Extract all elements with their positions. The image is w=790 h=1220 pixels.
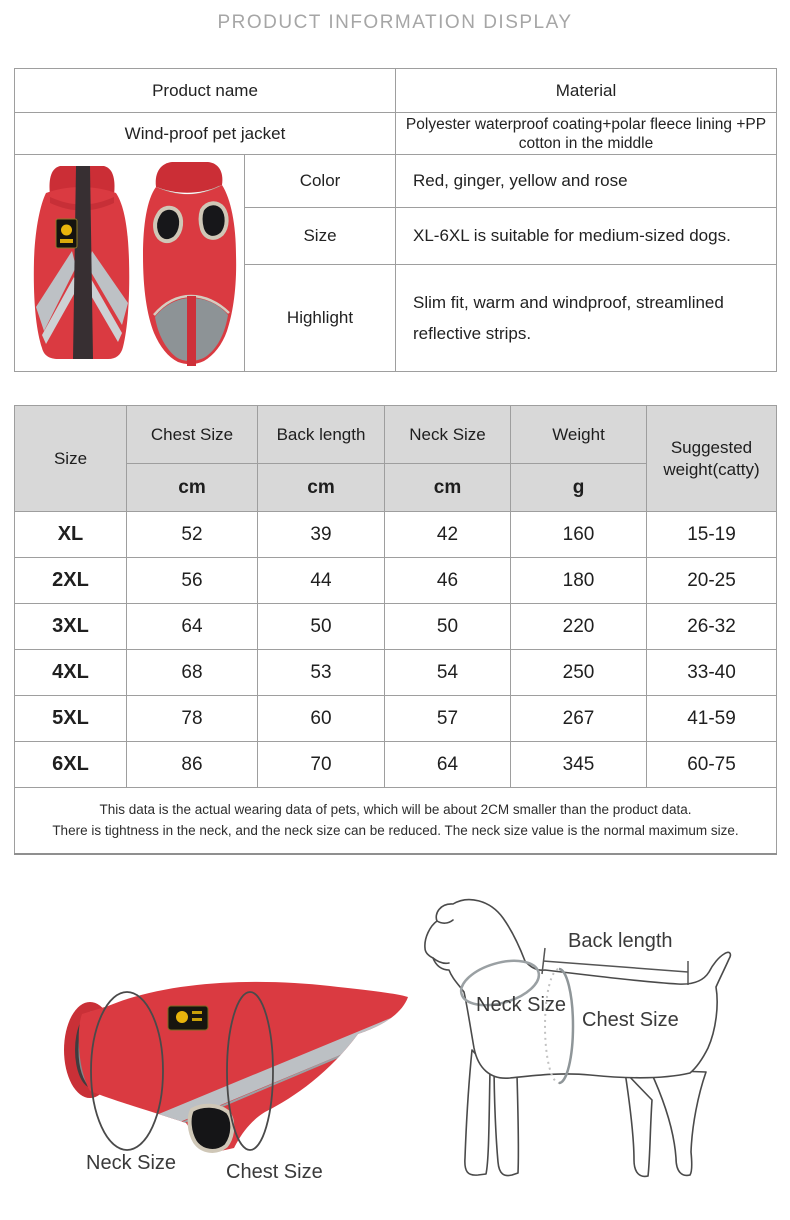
table-row: 5XL 78 60 57 267 41-59 [15, 696, 777, 742]
color-label: Color [245, 155, 396, 208]
pet-jacket-photo [16, 155, 244, 366]
back-length-label: Back length [568, 930, 673, 952]
unit-neck: cm [385, 464, 511, 512]
col-header-suggested: Suggested weight(catty) [647, 406, 777, 512]
size-label: Size [245, 207, 396, 264]
dog-hind-leg [650, 1070, 706, 1175]
material-header: Material [396, 69, 777, 113]
jacket-chest-size-label: Chest Size [226, 1161, 323, 1183]
col-header-weight: Weight [511, 406, 647, 464]
size-chart-table [14, 405, 777, 855]
table-row: XL 52 39 42 160 15-19 [15, 512, 777, 558]
size-value: XL-6XL is suitable for medium-sized dogs. [396, 207, 777, 264]
material-value: Polyester waterproof coating+polar fleece lining +PP cotton in the middle [396, 113, 777, 156]
table-row: 4XL 68 53 54 250 33-40 [15, 650, 777, 696]
dog-body-outline [425, 900, 730, 1079]
unit-chest: cm [127, 464, 258, 512]
note-line-1: This data is the actual wearing data of pets, which will be about 2CM smaller than the product data. [99, 802, 692, 818]
unit-weight: g [511, 464, 647, 512]
paw-icon [61, 225, 72, 236]
highlight-label: Highlight [245, 265, 396, 372]
table-row: 6XL 86 70 64 345 60-75 [15, 742, 777, 788]
table-row: 2XL 56 44 46 180 20-25 [15, 558, 777, 604]
col-header-neck: Neck Size [385, 406, 511, 464]
paw-icon [176, 1011, 188, 1023]
col-header-chest: Chest Size [127, 406, 258, 464]
col-header-back: Back length [258, 406, 385, 464]
product-name-value: Wind-proof pet jacket [15, 113, 396, 156]
dog-chest-size-label: Chest Size [582, 1009, 679, 1031]
unit-back: cm [258, 464, 385, 512]
jacket-side-illustration [20, 920, 420, 1210]
page-title: PRODUCT INFORMATION DISPLAY [217, 12, 573, 33]
color-value: Red, ginger, yellow and rose [396, 155, 777, 208]
size-chart-note [15, 788, 777, 854]
product-photo-cell [15, 155, 245, 372]
jacket-neck-size-label: Neck Size [86, 1152, 177, 1174]
table-row: 3XL 64 50 50 220 26-32 [15, 604, 777, 650]
note-line-2: There is tightness in the neck, and the neck size can be reduced. The neck size value is the normal maximum size. [52, 823, 739, 839]
jacket-body [79, 982, 408, 1152]
dog-hind-leg-far [625, 1072, 652, 1176]
jacket-front-view [143, 162, 236, 366]
jacket-back-view [33, 166, 128, 359]
leg-hole [190, 1106, 233, 1151]
highlight-value: Slim fit, warm and windproof, streamlined reflective strips. [396, 265, 777, 372]
product-name-header: Product name [15, 69, 396, 113]
product-info-table [14, 68, 777, 156]
measurement-diagram [0, 890, 790, 1217]
dog-neck-size-label: Neck Size [476, 994, 567, 1016]
product-spec-table [14, 154, 777, 372]
col-header-size: Size [15, 406, 127, 512]
